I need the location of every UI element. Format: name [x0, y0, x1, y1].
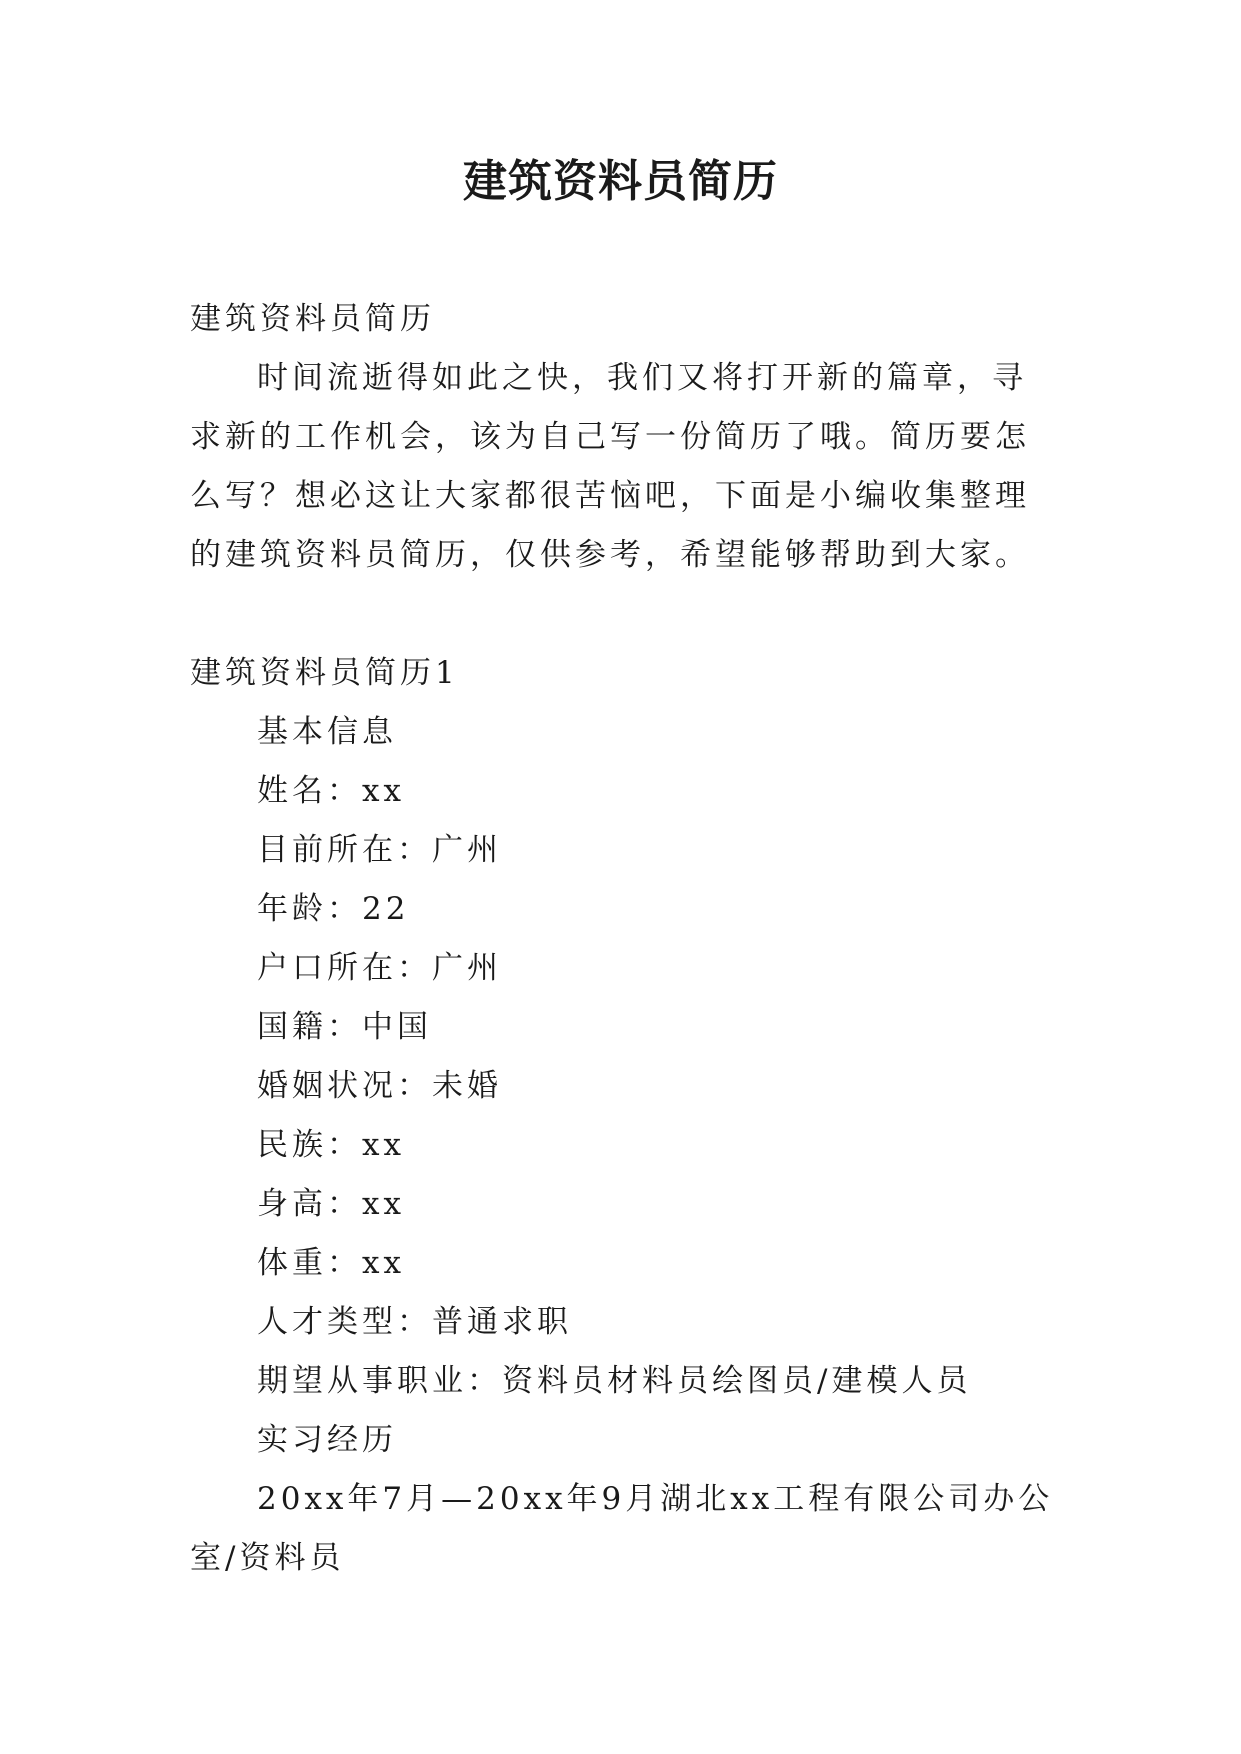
internship-heading: 实习经历	[257, 1422, 397, 1458]
intro-paragraph: 时间流逝得如此之快，我们又将打开新的篇章，寻求新的工作机会，该为自己写一份简历了哦。简历要怎么写？想必这让大家都很苦恼吧，下面是小编收集整理的建筑资料员简历，仅供参考，希望能够帮助到大家。	[190, 360, 1030, 573]
field-current-location: 目前所在：广州	[257, 832, 502, 868]
field-nationality: 国籍：中国	[257, 1009, 432, 1045]
field-name: 姓名：xx	[257, 773, 405, 809]
section-heading: 建筑资料员简历1	[190, 655, 459, 691]
document-body	[190, 290, 1056, 1588]
field-weight: 体重：xx	[257, 1245, 405, 1281]
field-ethnicity: 民族：xx	[257, 1127, 405, 1163]
field-talent-type: 人才类型：普通求职	[257, 1304, 572, 1340]
field-hukou: 户口所在：广州	[257, 950, 502, 986]
field-height: 身高：xx	[257, 1186, 405, 1222]
field-marital-status: 婚姻状况：未婚	[257, 1068, 502, 1104]
internship-entry: 20xx年7月—20xx年9月湖北xx工程有限公司办公室/资料员	[190, 1481, 1054, 1576]
document-title: 建筑资料员简历	[463, 156, 778, 207]
field-desired-occupation: 期望从事职业：资料员材料员绘图员/建模人员	[257, 1363, 972, 1399]
paragraph-spacer	[190, 585, 1056, 644]
intro-heading: 建筑资料员简历	[190, 301, 435, 337]
basic-info-heading: 基本信息	[257, 714, 397, 750]
field-age: 年龄：22	[257, 891, 410, 927]
